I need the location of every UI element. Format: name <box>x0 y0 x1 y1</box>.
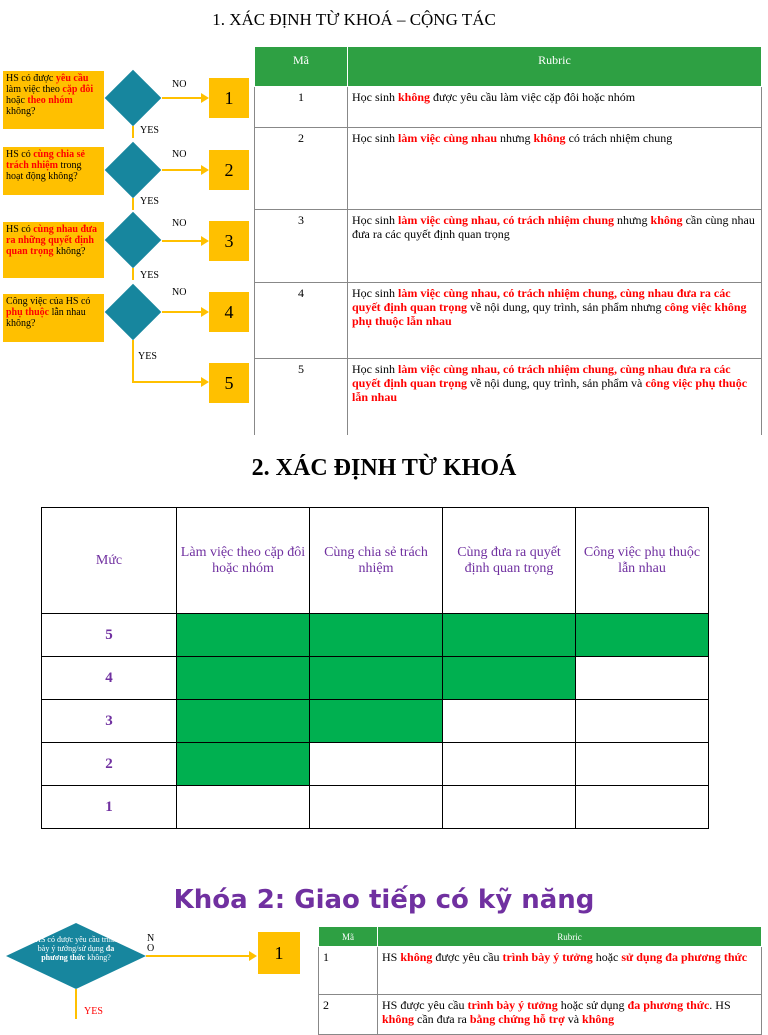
column-header: Mã <box>255 47 348 87</box>
rubric-cell: HS được yêu cầu trình bày ý tưởng hoặc sử dụng đa phương thức. HS không cần đưa ra bằng chứng hỗ trợ và không <box>378 995 762 1035</box>
filled-cell <box>177 657 310 700</box>
level-cell: 5 <box>42 614 177 657</box>
yes-label: YES <box>140 125 159 136</box>
empty-cell <box>443 700 576 743</box>
column-header: Mã <box>319 927 378 947</box>
level-cell: 3 <box>42 700 177 743</box>
filled-cell <box>310 657 443 700</box>
decision-diamond <box>105 142 162 199</box>
code-cell: 5 <box>255 359 348 435</box>
yes-label: YES <box>138 351 157 362</box>
rubric-cell: Học sinh không được yêu cầu làm việc cặp đôi hoặc nhóm <box>348 87 762 128</box>
question-box: Công việc của HS có phụ thuộc lẫn nhau không? <box>3 294 104 342</box>
arrow-head-icon <box>201 236 209 246</box>
connector <box>132 340 134 382</box>
table-row <box>255 128 762 210</box>
empty-cell <box>443 743 576 786</box>
filled-cell <box>443 614 576 657</box>
connector <box>132 268 134 280</box>
yes-label: YES <box>140 270 159 281</box>
no-label: NO <box>172 79 187 90</box>
code-box: 1 <box>258 932 300 974</box>
level-cell: 2 <box>42 743 177 786</box>
code-box: 3 <box>209 221 249 261</box>
section2-title: 2. XÁC ĐỊNH TỪ KHOÁ <box>251 455 517 481</box>
code-cell: 2 <box>319 995 378 1035</box>
arrow-head-icon <box>201 377 209 387</box>
empty-cell <box>177 786 310 829</box>
table-row <box>319 947 762 995</box>
empty-cell <box>310 743 443 786</box>
table-row <box>42 743 709 786</box>
code-cell: 2 <box>255 128 348 210</box>
arrow-head-icon <box>201 165 209 175</box>
no-label: NO <box>172 287 187 298</box>
rubric-cell: Học sinh làm việc cùng nhau nhưng không có trách nhiệm chung <box>348 128 762 210</box>
empty-cell <box>443 786 576 829</box>
arrow-line <box>162 240 202 242</box>
yes-label: YES <box>84 1006 103 1017</box>
filled-cell <box>177 743 310 786</box>
empty-cell <box>310 786 443 829</box>
table-row <box>42 614 709 657</box>
filled-cell <box>310 614 443 657</box>
column-header: Cùng đưa ra quyết định quan trọng <box>443 508 576 614</box>
arrow-line <box>162 97 202 99</box>
empty-cell <box>576 657 709 700</box>
table-row <box>42 657 709 700</box>
connector <box>132 126 134 138</box>
empty-cell <box>576 743 709 786</box>
column-header: Rubric <box>378 927 762 947</box>
no-label: N O <box>147 933 155 954</box>
code-box: 2 <box>209 150 249 190</box>
arrow-line <box>132 381 202 383</box>
level-table <box>41 507 709 829</box>
question-box: HS có cùng chia sẻ trách nhiệm trong hoạt động không? <box>3 147 104 195</box>
column-header: Làm việc theo cặp đôi hoặc nhóm <box>177 508 310 614</box>
filled-cell <box>576 614 709 657</box>
question-text: HS có được yêu cầu trình bày ý tưởng/sử dụng đa phương thức không? <box>35 935 117 962</box>
rubric-cell: Học sinh làm việc cùng nhau, có trách nhiệm chung, cùng nhau đưa ra các quyết định quan trọng về nội dung, quy trình, sản phẩm và công việc phụ thuộc lẫn nhau <box>348 359 762 435</box>
column-header: Cùng chia sẻ trách nhiệm <box>310 508 443 614</box>
filled-cell <box>177 614 310 657</box>
arrow-head-icon <box>201 307 209 317</box>
code-cell: 1 <box>255 87 348 128</box>
section1-title: 1. XÁC ĐỊNH TỪ KHOÁ – CỘNG TÁC <box>212 10 496 29</box>
arrow-line <box>146 955 250 957</box>
code-box: 5 <box>209 363 249 403</box>
connector <box>75 989 77 1019</box>
column-header: Rubric <box>348 47 762 87</box>
code-box: 1 <box>209 78 249 118</box>
rubric-cell: Học sinh làm việc cùng nhau, có trách nhiệm chung, cùng nhau đưa ra các quyết định quan trọng về nội dung, quy trình, sản phẩm nhưng công việc không phụ thuộc lẫn nhau <box>348 283 762 359</box>
column-header: Mức <box>42 508 177 614</box>
decision-diamond <box>105 284 162 341</box>
arrow-head-icon <box>201 93 209 103</box>
table-row <box>319 995 762 1035</box>
filled-cell <box>177 700 310 743</box>
decision-diamond <box>6 923 146 989</box>
filled-cell <box>310 700 443 743</box>
column-header: Công việc phụ thuộc lẫn nhau <box>576 508 709 614</box>
level-cell: 4 <box>42 657 177 700</box>
code-cell: 1 <box>319 947 378 995</box>
table-row <box>255 359 762 435</box>
level-cell: 1 <box>42 786 177 829</box>
rubric-cell: HS không được yêu cầu trình bày ý tưởng hoặc sử dụng đa phương thức <box>378 947 762 995</box>
question-box: HS có được yêu cầu làm việc theo cặp đôi hoặc theo nhóm không? <box>3 71 104 129</box>
filled-cell <box>443 657 576 700</box>
code-cell: 3 <box>255 210 348 283</box>
question-box: HS có cùng nhau đưa ra những quyết định quan trọng không? <box>3 222 104 278</box>
decision-diamond <box>105 212 162 269</box>
no-label: NO <box>172 149 187 160</box>
connector <box>132 198 134 210</box>
table-row <box>42 786 709 829</box>
arrow-head-icon <box>249 951 257 961</box>
table-row <box>255 210 762 283</box>
table-row <box>255 283 762 359</box>
code-cell: 4 <box>255 283 348 359</box>
table-row <box>255 87 762 128</box>
arrow-line <box>162 311 202 313</box>
empty-cell <box>576 700 709 743</box>
code-box: 4 <box>209 292 249 332</box>
table-row <box>42 700 709 743</box>
no-label: NO <box>172 218 187 229</box>
empty-cell <box>576 786 709 829</box>
rubric-table <box>318 926 762 1035</box>
section3-title: Khóa 2: Giao tiếp có kỹ năng <box>173 885 595 915</box>
arrow-line <box>162 169 202 171</box>
rubric-table <box>254 46 762 435</box>
yes-label: YES <box>140 196 159 207</box>
rubric-cell: Học sinh làm việc cùng nhau, có trách nhiệm chung nhưng không cần cùng nhau đưa ra các quyết định quan trọng <box>348 210 762 283</box>
decision-diamond <box>105 70 162 127</box>
